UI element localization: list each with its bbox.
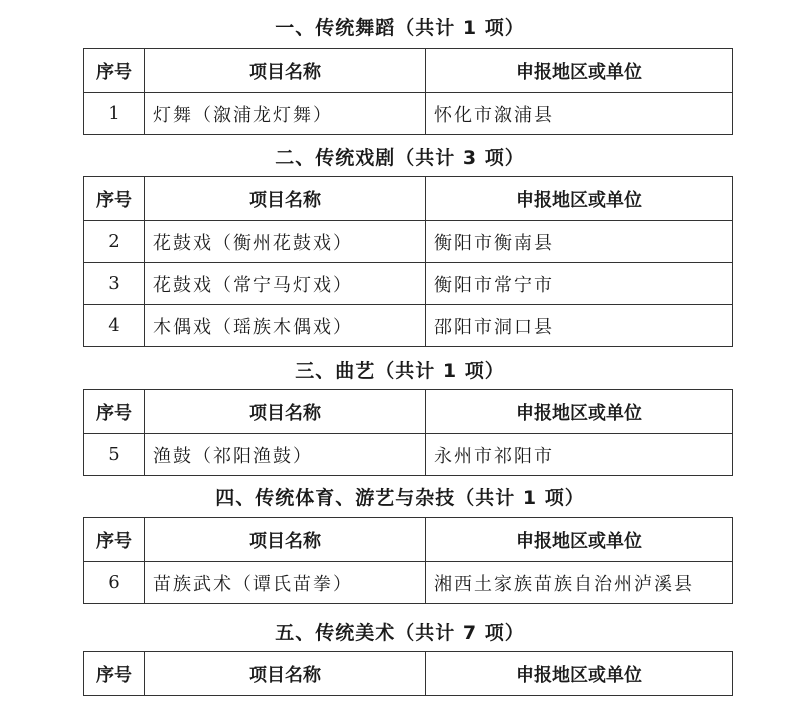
cell-area: 衡阳市常宁市 <box>426 263 733 305</box>
table-header-row <box>84 49 733 93</box>
table-row <box>84 562 733 604</box>
table-row <box>84 221 733 263</box>
table-row <box>84 263 733 305</box>
header-no: 序号 <box>84 652 145 696</box>
header-name: 项目名称 <box>145 518 426 562</box>
header-area: 申报地区或单位 <box>426 49 733 93</box>
section-title-quyi: 三、曲艺（共计 1 项） <box>295 360 505 382</box>
table-header-row <box>84 390 733 434</box>
table-fine-arts <box>83 651 733 696</box>
header-area: 申报地区或单位 <box>426 518 733 562</box>
cell-area: 邵阳市洞口县 <box>426 305 733 347</box>
cell-no: 1 <box>84 93 145 135</box>
table-dance <box>83 48 733 135</box>
section-title-dance: 一、传统舞蹈（共计 1 项） <box>275 17 525 39</box>
header-area: 申报地区或单位 <box>426 177 733 221</box>
header-no: 序号 <box>84 390 145 434</box>
table-sports <box>83 517 733 604</box>
table-header-row <box>84 518 733 562</box>
header-no: 序号 <box>84 49 145 93</box>
table-drama <box>83 176 733 347</box>
table-header-row <box>84 652 733 696</box>
table-row <box>84 434 733 476</box>
header-no: 序号 <box>84 518 145 562</box>
cell-name: 渔鼓（祁阳渔鼓） <box>145 434 426 476</box>
cell-name: 木偶戏（瑶族木偶戏） <box>145 305 426 347</box>
table-quyi <box>83 389 733 476</box>
table-row <box>84 305 733 347</box>
header-name: 项目名称 <box>145 177 426 221</box>
section-title-fine-arts: 五、传统美术（共计 7 项） <box>275 622 525 644</box>
cell-name: 苗族武术（谭氏苗拳） <box>145 562 426 604</box>
cell-area: 湘西土家族苗族自治州泸溪县 <box>426 562 733 604</box>
header-name: 项目名称 <box>145 652 426 696</box>
header-area: 申报地区或单位 <box>426 652 733 696</box>
cell-no: 4 <box>84 305 145 347</box>
section-title-sports: 四、传统体育、游艺与杂技（共计 1 项） <box>215 487 585 509</box>
cell-area: 永州市祁阳市 <box>426 434 733 476</box>
header-no: 序号 <box>84 177 145 221</box>
cell-no: 3 <box>84 263 145 305</box>
cell-name: 灯舞（溆浦龙灯舞） <box>145 93 426 135</box>
section-title-drama: 二、传统戏剧（共计 3 项） <box>275 147 525 169</box>
table-header-row <box>84 177 733 221</box>
cell-name: 花鼓戏（常宁马灯戏） <box>145 263 426 305</box>
table-row <box>84 93 733 135</box>
header-name: 项目名称 <box>145 390 426 434</box>
cell-area: 衡阳市衡南县 <box>426 221 733 263</box>
cell-area: 怀化市溆浦县 <box>426 93 733 135</box>
header-area: 申报地区或单位 <box>426 390 733 434</box>
header-name: 项目名称 <box>145 49 426 93</box>
cell-name: 花鼓戏（衡州花鼓戏） <box>145 221 426 263</box>
cell-no: 5 <box>84 434 145 476</box>
cell-no: 2 <box>84 221 145 263</box>
cell-no: 6 <box>84 562 145 604</box>
